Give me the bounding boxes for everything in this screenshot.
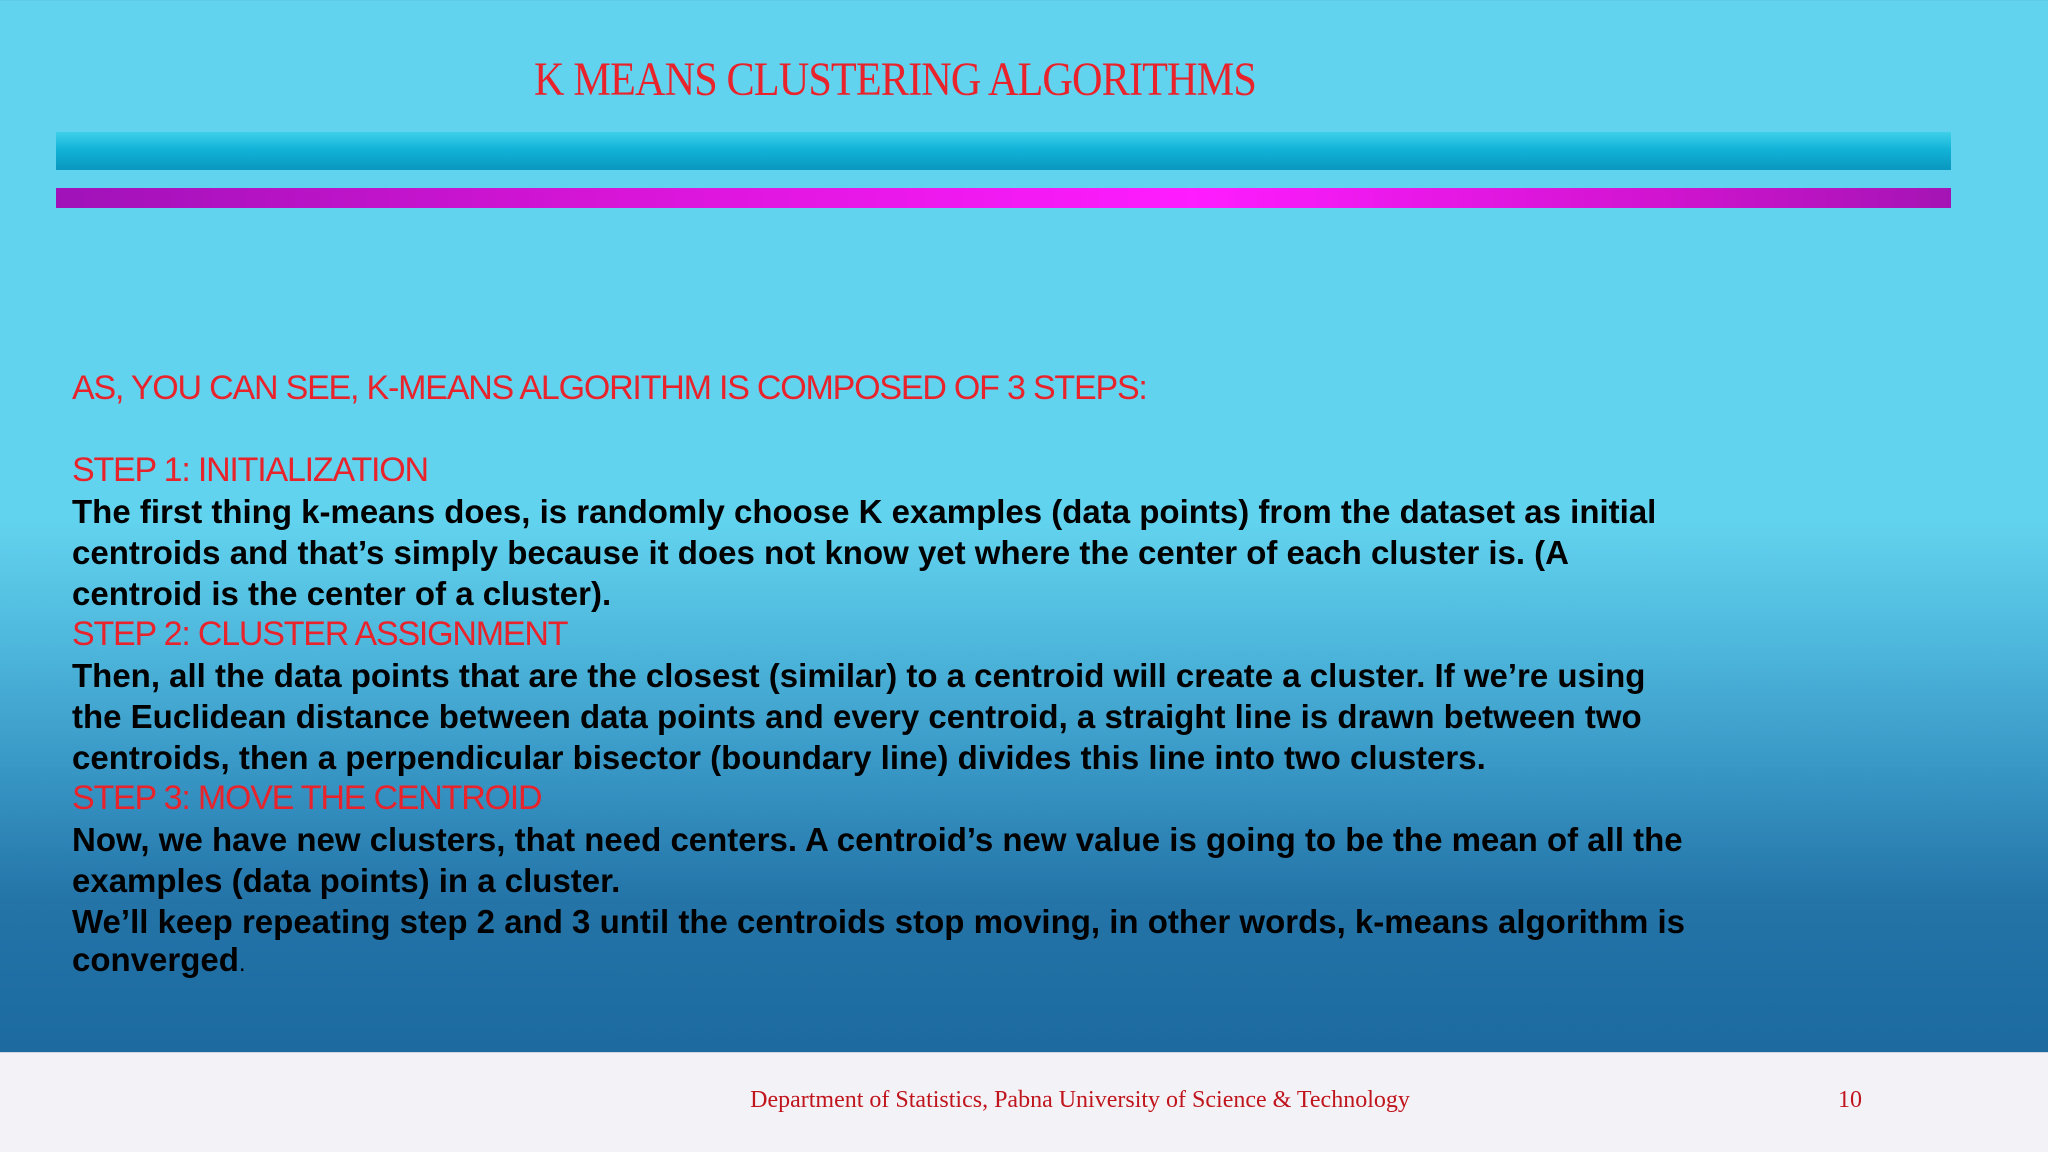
step-1-heading: STEP 1: INITIALIZATION (72, 451, 428, 489)
trailing-period: . (238, 950, 246, 977)
slide-content (72, 368, 2032, 982)
step-2-heading: STEP 2: CLUSTER ASSIGNMENT (72, 615, 568, 653)
footer-department: Department of Statistics, Pabna University of Science & Technology (750, 1087, 1410, 1113)
step-2-line: the Euclidean distance between data points and every centroid, a straight line is drawn between two (72, 698, 1642, 735)
step-2-line: Then, all the data points that are the closest (similar) to a centroid will create a cluster. If we’re using (72, 657, 1646, 694)
step-1-line: centroids and that’s simply because it does not know yet where the center of each cluster is. (A (72, 534, 1570, 571)
cyan-divider-bar (56, 132, 1951, 170)
step-1-line: The first thing k-means does, is randomly choose K examples (data points) from the dataset as initial (72, 493, 1657, 530)
step-3-line: We’ll keep repeating step 2 and 3 until the centroids stop moving, in other words, k-means algorithm is (72, 903, 1686, 940)
step-2-line: centroids, then a perpendicular bisector (boundary line) divides this line into two clusters. (72, 739, 1486, 776)
step-3-line: examples (data points) in a cluster. (72, 862, 621, 899)
intro-text: AS, YOU CAN SEE, K-MEANS ALGORITHM IS COMPOSED OF 3 STEPS: (72, 369, 1147, 407)
step-3-line: converged (72, 941, 239, 978)
footer-bar (0, 1052, 2048, 1152)
slide-title: K MEANS CLUSTERING ALGORITHMS (534, 53, 1256, 106)
step-1-line: centroid is the center of a cluster). (72, 575, 612, 612)
step-3-last-line (72, 942, 2032, 982)
step-3-line: Now, we have new clusters, that need centers. A centroid’s new value is going to be the mean of all the (72, 821, 1683, 858)
page-number: 10 (1838, 1087, 1862, 1113)
step-3-heading: STEP 3: MOVE THE CENTROID (72, 779, 542, 817)
magenta-divider-bar (56, 188, 1951, 208)
